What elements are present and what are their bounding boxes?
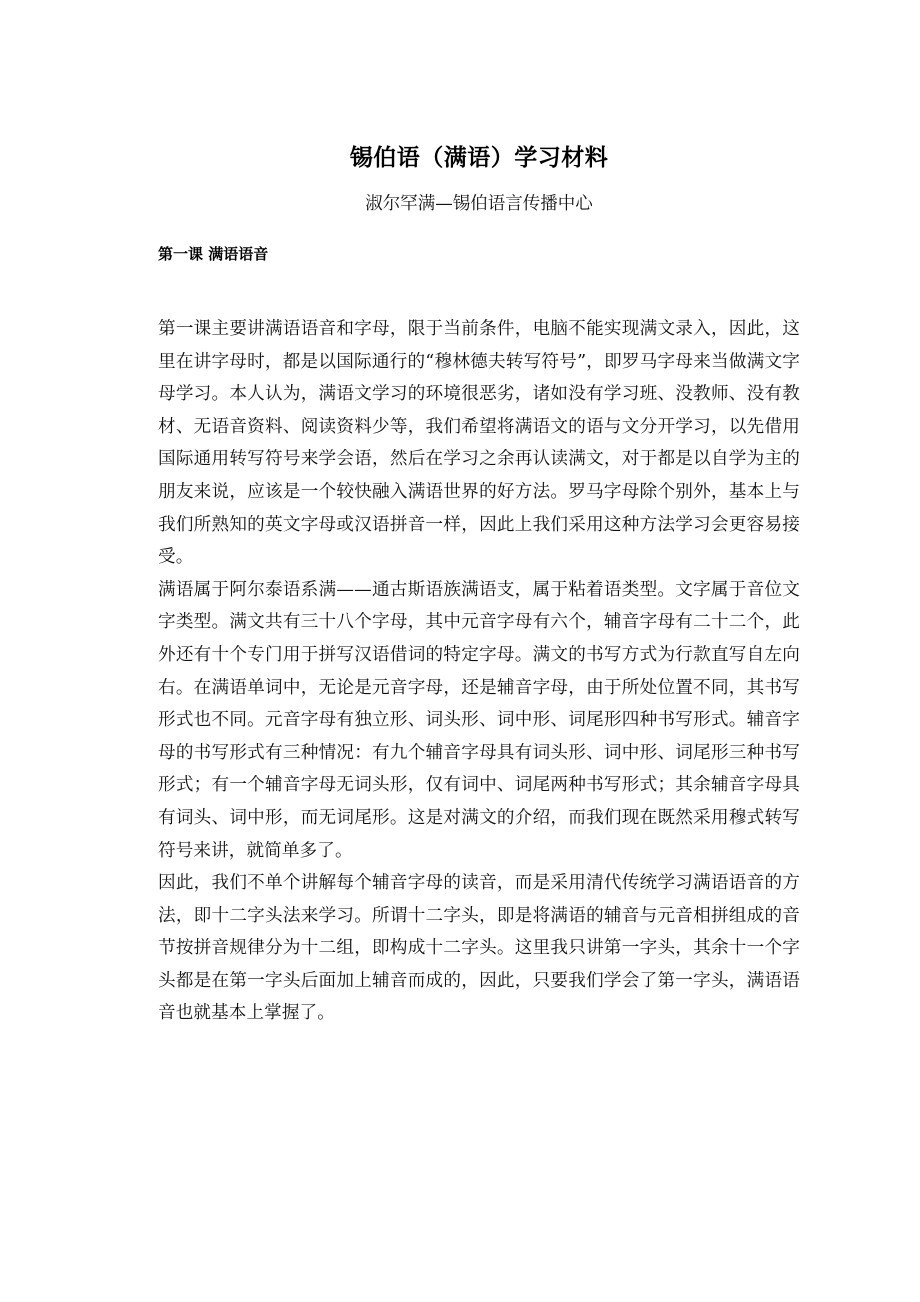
section-heading: 第一课 满语语音: [158, 245, 269, 263]
document-body: [158, 313, 800, 1030]
paragraph-1: 第一课主要讲满语语音和字母，限于当前条件，电脑不能实现满文录入，因此，这里在讲字母时，都是以国际通行的“穆林德夫转写符号”，即罗马字母来当做满文字母学习。本人认为，满语文学习的环境很恶劣，诸如没有学习班、没教师、没有教材、无语音资料、阅读资料少等，我们希望将满语文的语与文分开学习，以先借用国际通用转写符号来学会语，然后在学习之余再认读满文，对于都是以自学为主的朋友来说，应该是一个较快融入满语世界的好方法。罗马字母除个别外，基本上与我们所熟知的英文字母或汉语拼音一样，因此上我们采用这种方法学习会更容易接受。: [158, 319, 800, 568]
paragraph-2: 满语属于阿尔泰语系满——通古斯语族满语支，属于粘着语类型。文字属于音位文字类型。满文共有三十八个字母，其中元音字母有六个，辅音字母有二十二个，此外还有十个专门用于拼写汉语借词的特定字母。满文的书写方式为行款直写自左向右。在满语单词中，无论是元音字母，还是辅音字母，由于所处位置不同，其书写形式也不同。元音字母有独立形、词头形、词中形、词尾形四种书写形式。辅音字母的书写形式有三种情况：有九个辅音字母具有词头形、词中形、词尾形三种书写形式；有一个辅音字母无词头形，仅有词中、词尾两种书写形式；其余辅音字母具有词头、词中形，而无词尾形。这是对满文的介绍，而我们现在既然采用穆式转写符号来讲，就简单多了。: [158, 579, 800, 861]
paragraph-3: 因此，我们不单个讲解每个辅音字母的读音，而是采用清代传统学习满语语音的方法，即十二字头法来学习。所谓十二字头，即是将满语的辅音与元音相拼组成的音节按拼音规律分为十二组，即构成十二字头。这里我只讲第一字头，其余十一个字头都是在第一字头后面加上辅音而成的，因此，只要我们学会了第一字头，满语语音也就基本上掌握了。: [158, 873, 800, 1024]
document-title: 锡伯语（满语）学习材料: [349, 145, 609, 171]
document-subtitle: 淑尔罕满—锡伯语言传播中心: [365, 194, 593, 214]
